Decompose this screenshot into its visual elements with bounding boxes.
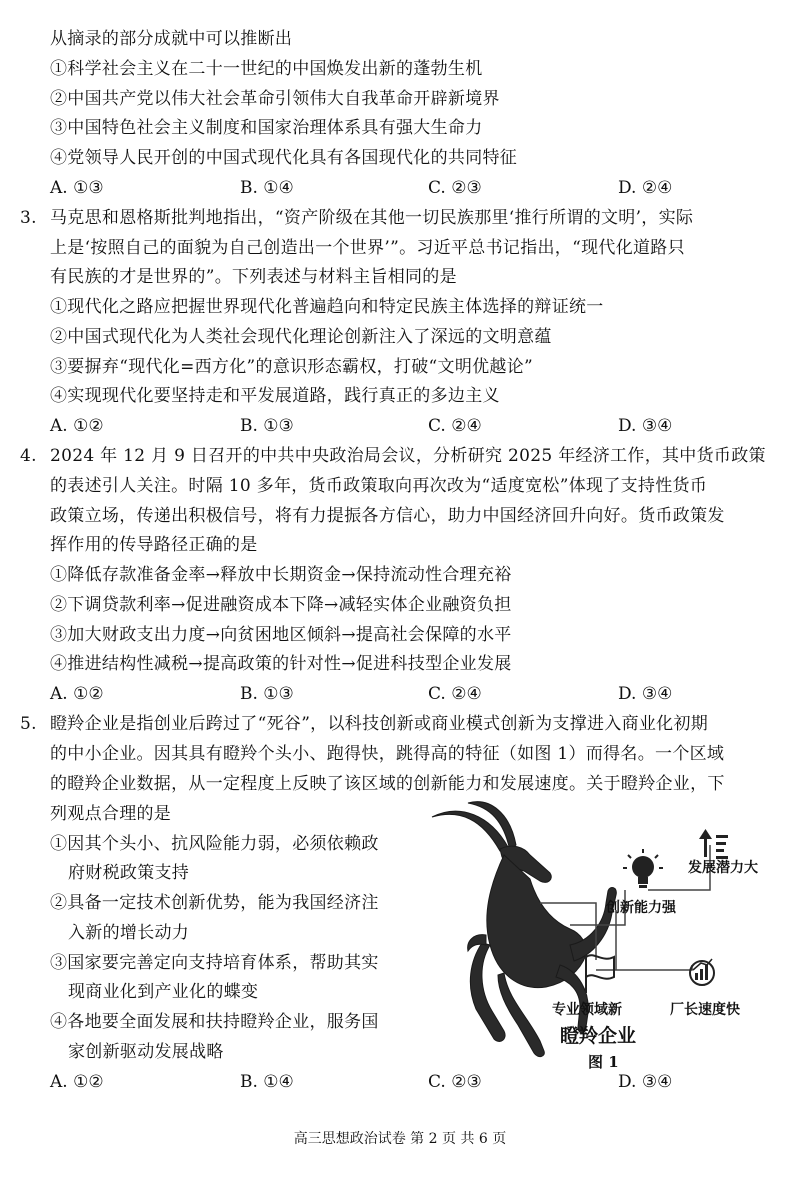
q4-option-d[interactable]: D. ③④	[618, 684, 673, 704]
q2-item-2: ②中国共产党以伟大社会革命引领伟大自我革命开辟新境界	[50, 89, 500, 109]
q4-stem-line-2: 的表述引人关注。时隔 10 多年，货币政策取向再次改为“适度宽松”体现了支持性货币	[50, 476, 708, 496]
q3-number: 3.	[20, 208, 37, 228]
q3-option-c[interactable]: C. ②④	[428, 416, 482, 436]
q3-stem-line-3: 有民族的才是世界的”。下列表述与材料主旨相同的是	[50, 267, 457, 287]
q5-stem-line-1: 瞪羚企业是指创业后跨过了“死谷”，以科技创新或商业模式创新为支撑进入商业化初期	[50, 714, 709, 734]
q5-option-a[interactable]: A. ①②	[50, 1072, 104, 1092]
q4-options	[50, 683, 750, 705]
label-specialized-field: 专业领域新	[552, 1002, 622, 1018]
lightbulb-icon	[623, 849, 663, 888]
q4-number: 4.	[20, 446, 37, 466]
q5-option-b[interactable]: B. ①④	[240, 1072, 294, 1092]
q2-option-b[interactable]: B. ①④	[240, 178, 294, 198]
q3-option-b[interactable]: B. ①③	[240, 416, 294, 436]
label-growth-potential: 发展潜力大	[688, 860, 758, 876]
q4-item-4: ④推进结构性减税→提高政策的针对性→促进科技型企业发展	[50, 654, 512, 674]
q5-item-2b: 入新的增长动力	[68, 923, 190, 943]
q5-item-4a: ④各地要全面发展和扶持瞪羚企业，服务国	[50, 1012, 379, 1032]
figure-title: 瞪羚企业	[560, 1025, 637, 1047]
q5-stem-line-3: 的瞪羚企业数据，从一定程度上反映了该区域的创新能力和发展速度。关于瞪羚企业，下	[50, 774, 725, 794]
label-growth-speed: 厂长速度快	[670, 1002, 740, 1018]
q3-item-3: ③要摒弃“现代化=西方化”的意识形态霸权，打破“文明优越论”	[50, 357, 534, 377]
q5-item-3b: 现商业化到产业化的蝶变	[68, 982, 259, 1002]
q4-option-b[interactable]: B. ①③	[240, 684, 294, 704]
q5-item-1b: 府财税政策支持	[68, 863, 190, 883]
q2-item-4: ④党领导人民开创的中国式现代化具有各国现代化的共同特征	[50, 148, 518, 168]
q3-item-2: ②中国式现代化为人类社会现代化理论创新注入了深远的文明意蕴	[50, 327, 552, 347]
q3-stem-line-2: 上是‘按照自己的面貌为自己创造出一个世界’”。习近平总书记指出，“现代化道路只	[50, 238, 685, 258]
q3-options	[50, 415, 750, 437]
growth-bars-icon	[699, 829, 728, 859]
label-innovation: 创新能力强	[606, 900, 676, 916]
q5-option-c[interactable]: C. ②③	[428, 1072, 482, 1092]
q2-options	[50, 177, 750, 199]
q2-option-a[interactable]: A. ①③	[50, 178, 104, 198]
q3-option-d[interactable]: D. ③④	[618, 416, 673, 436]
q4-item-2: ②下调贷款利率→促进融资成本下降→减轻实体企业融资负担	[50, 595, 512, 615]
q5-option-d[interactable]: D. ③④	[618, 1072, 673, 1092]
q4-option-c[interactable]: C. ②④	[428, 684, 482, 704]
q5-item-3a: ③国家要完善定向支持培育体系，帮助其实	[50, 953, 379, 973]
q2-item-3: ③中国特色社会主义制度和国家治理体系具有强大生命力	[50, 118, 483, 138]
q2-option-c[interactable]: C. ②③	[428, 178, 482, 198]
q5-number: 5.	[20, 714, 37, 734]
q5-item-1a: ①因其个头小、抗风险能力弱，必须依赖政	[50, 834, 379, 854]
q4-stem-line-3: 政策立场，传递出积极信号，将有力提振各方信心，助力中国经济回升向好。货币政策发	[50, 506, 725, 526]
q3-option-a[interactable]: A. ①②	[50, 416, 104, 436]
q5-stem-line-2: 的中小企业。因其具有瞪羚个头小、跑得快，跳得高的特征（如图 1）而得名。一个区域	[50, 744, 725, 764]
q4-item-1: ①降低存款准备金率→释放中长期资金→保持流动性合理充裕	[50, 565, 512, 585]
q3-item-4: ④实现现代化要坚持走和平发展道路，践行真正的多边主义	[50, 386, 500, 406]
growth-chart-icon	[690, 959, 714, 985]
q2-stem: 从摘录的部分成就中可以推断出	[50, 29, 293, 49]
q4-stem-line-1: 2024 年 12 月 9 日召开的中共中央政治局会议，分析研究 2025 年经济工作，其中货币政策	[50, 446, 766, 466]
q5-stem-line-4: 列观点合理的是	[50, 804, 172, 824]
q4-option-a[interactable]: A. ①②	[50, 684, 104, 704]
page-footer: 高三思想政治试卷 第 2 页 共 6 页	[293, 1131, 507, 1147]
q2-item-1: ①科学社会主义在二十一世纪的中国焕发出新的蓬勃生机	[50, 59, 483, 79]
flag-icon	[586, 955, 614, 993]
q5-item-4b: 家创新驱动发展战略	[68, 1042, 224, 1062]
q2-option-d[interactable]: D. ②④	[618, 178, 673, 198]
q4-stem-line-4: 挥作用的传导路径正确的是	[50, 535, 258, 555]
q3-stem-line-1: 马克思和恩格斯批判地指出，“资产阶级在其他一切民族那里‘推行所谓的文明’，实际	[50, 208, 694, 228]
q5-item-2a: ②具备一定技术创新优势，能为我国经济注	[50, 893, 379, 913]
q4-item-3: ③加大财政支出力度→向贫困地区倾斜→提高社会保障的水平	[50, 625, 512, 645]
figure-gazelle-enterprise	[420, 795, 790, 1080]
figure-caption: 图 1	[588, 1053, 619, 1071]
q3-item-1: ①现代化之路应把握世界现代化普遍趋向和特定民族主体选择的辩证统一	[50, 297, 604, 317]
